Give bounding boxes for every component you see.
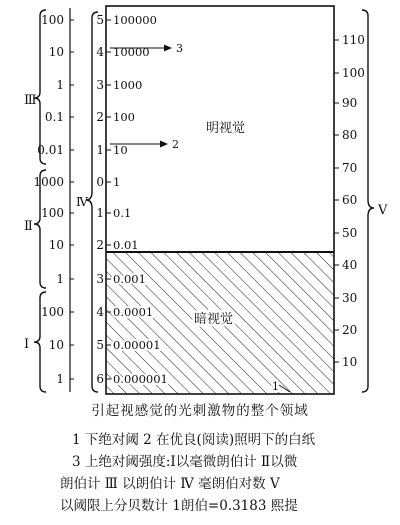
roman-V: Ⅴ — [378, 203, 388, 218]
caption-line-1: 1 下绝对阈 2 在优良(阅读)照明下的白纸 — [72, 432, 316, 448]
axis-value-col2: 0.001 — [113, 272, 146, 286]
axis-value-col2: 100 — [113, 110, 135, 124]
caption-title: 引起视感觉的光刺激物的整个领域 — [91, 403, 309, 419]
axis-value-col2: 100000 — [113, 13, 157, 27]
photopic-label: 明视觉 — [206, 121, 246, 136]
right-axis-label: 50 — [342, 226, 358, 240]
axis-index-col2: 1 — [96, 143, 104, 157]
axis-index-col2: 1 — [96, 206, 104, 220]
axis-value-col2: 0.0001 — [113, 305, 154, 319]
axis-index-col2: 2 — [96, 110, 104, 124]
right-axis-label: 40 — [342, 258, 358, 272]
caption-line-2: 3 上绝对阈强度:Ⅰ以毫微朗伯计 Ⅱ以微 — [72, 454, 298, 470]
axis-index-col2: 3 — [96, 272, 104, 286]
axis-value-col2: 0.00001 — [113, 338, 161, 352]
right-axis-label: 60 — [342, 193, 358, 207]
arrow-2-label: 2 — [172, 138, 179, 151]
axis-label-col1: 100 — [41, 13, 64, 27]
caption-line-3: 朗伯计 Ⅲ 以朗伯计 Ⅳ 毫朗伯对数 Ⅴ — [60, 476, 280, 492]
axis-label-col1: 0.01 — [37, 143, 64, 157]
right-axis-label: 90 — [342, 96, 358, 110]
scotopic-label: 暗视觉 — [194, 312, 234, 327]
axis-index-col2: 4 — [96, 305, 104, 319]
right-axis-label: 10 — [342, 355, 358, 369]
arrow-3-label: 3 — [176, 42, 183, 55]
axis-value-col2: 1 — [113, 175, 121, 189]
axis-label-col1: 1 — [56, 272, 64, 286]
roman-II: Ⅱ — [24, 219, 33, 234]
axis-index-col2: 3 — [96, 78, 104, 92]
axis-label-col1: 10 — [48, 338, 64, 352]
axis-value-col2: 0.000001 — [113, 372, 168, 386]
axis-label-col1: 10 — [48, 238, 64, 252]
right-axis-label: 70 — [342, 161, 358, 175]
axis-value-col2: 10 — [113, 143, 128, 157]
axis-label-col1: 0.1 — [44, 110, 64, 124]
roman-IV: Ⅳ — [76, 195, 88, 209]
axis-label-col1: 100 — [41, 305, 64, 319]
axis-label-col1: 1000 — [33, 175, 64, 189]
axis-index-col2: 5 — [96, 338, 104, 352]
right-axis-label: 30 — [342, 291, 358, 305]
axis-index-col2: 4 — [96, 45, 104, 59]
axis-index-col2: 2 — [96, 238, 104, 252]
brace-III — [34, 10, 46, 164]
axis-value-col2: 0.1 — [113, 206, 132, 220]
roman-III: Ⅲ — [24, 93, 37, 108]
axis-value-col2: 1000 — [113, 78, 143, 92]
arrow-3-head — [164, 45, 172, 52]
axis-index-col2: 5 — [96, 13, 104, 27]
caption-line-4: 以阈限上分贝数计 1朗伯=0.3183 熙提 — [60, 498, 298, 514]
axis-label-col1: 10 — [48, 45, 64, 59]
right-axis-label: 100 — [342, 66, 365, 80]
marker-1: 1 — [272, 380, 279, 393]
axis-value-col2: 0.01 — [113, 238, 139, 252]
axis-index-col2: 0 — [96, 175, 104, 189]
axis-label-col1: 1 — [56, 372, 64, 386]
arrow-2-head — [160, 141, 168, 148]
axis-label-col1: 1 — [56, 78, 64, 92]
axis-label-col1: 100 — [41, 206, 64, 220]
right-axis-label: 80 — [342, 128, 358, 142]
right-axis-label: 20 — [342, 323, 358, 337]
roman-I: Ⅰ — [24, 337, 30, 352]
axis-value-col2: 10000 — [113, 45, 150, 59]
axis-index-col2: 6 — [96, 372, 104, 386]
right-axis-label: 110 — [342, 33, 365, 47]
